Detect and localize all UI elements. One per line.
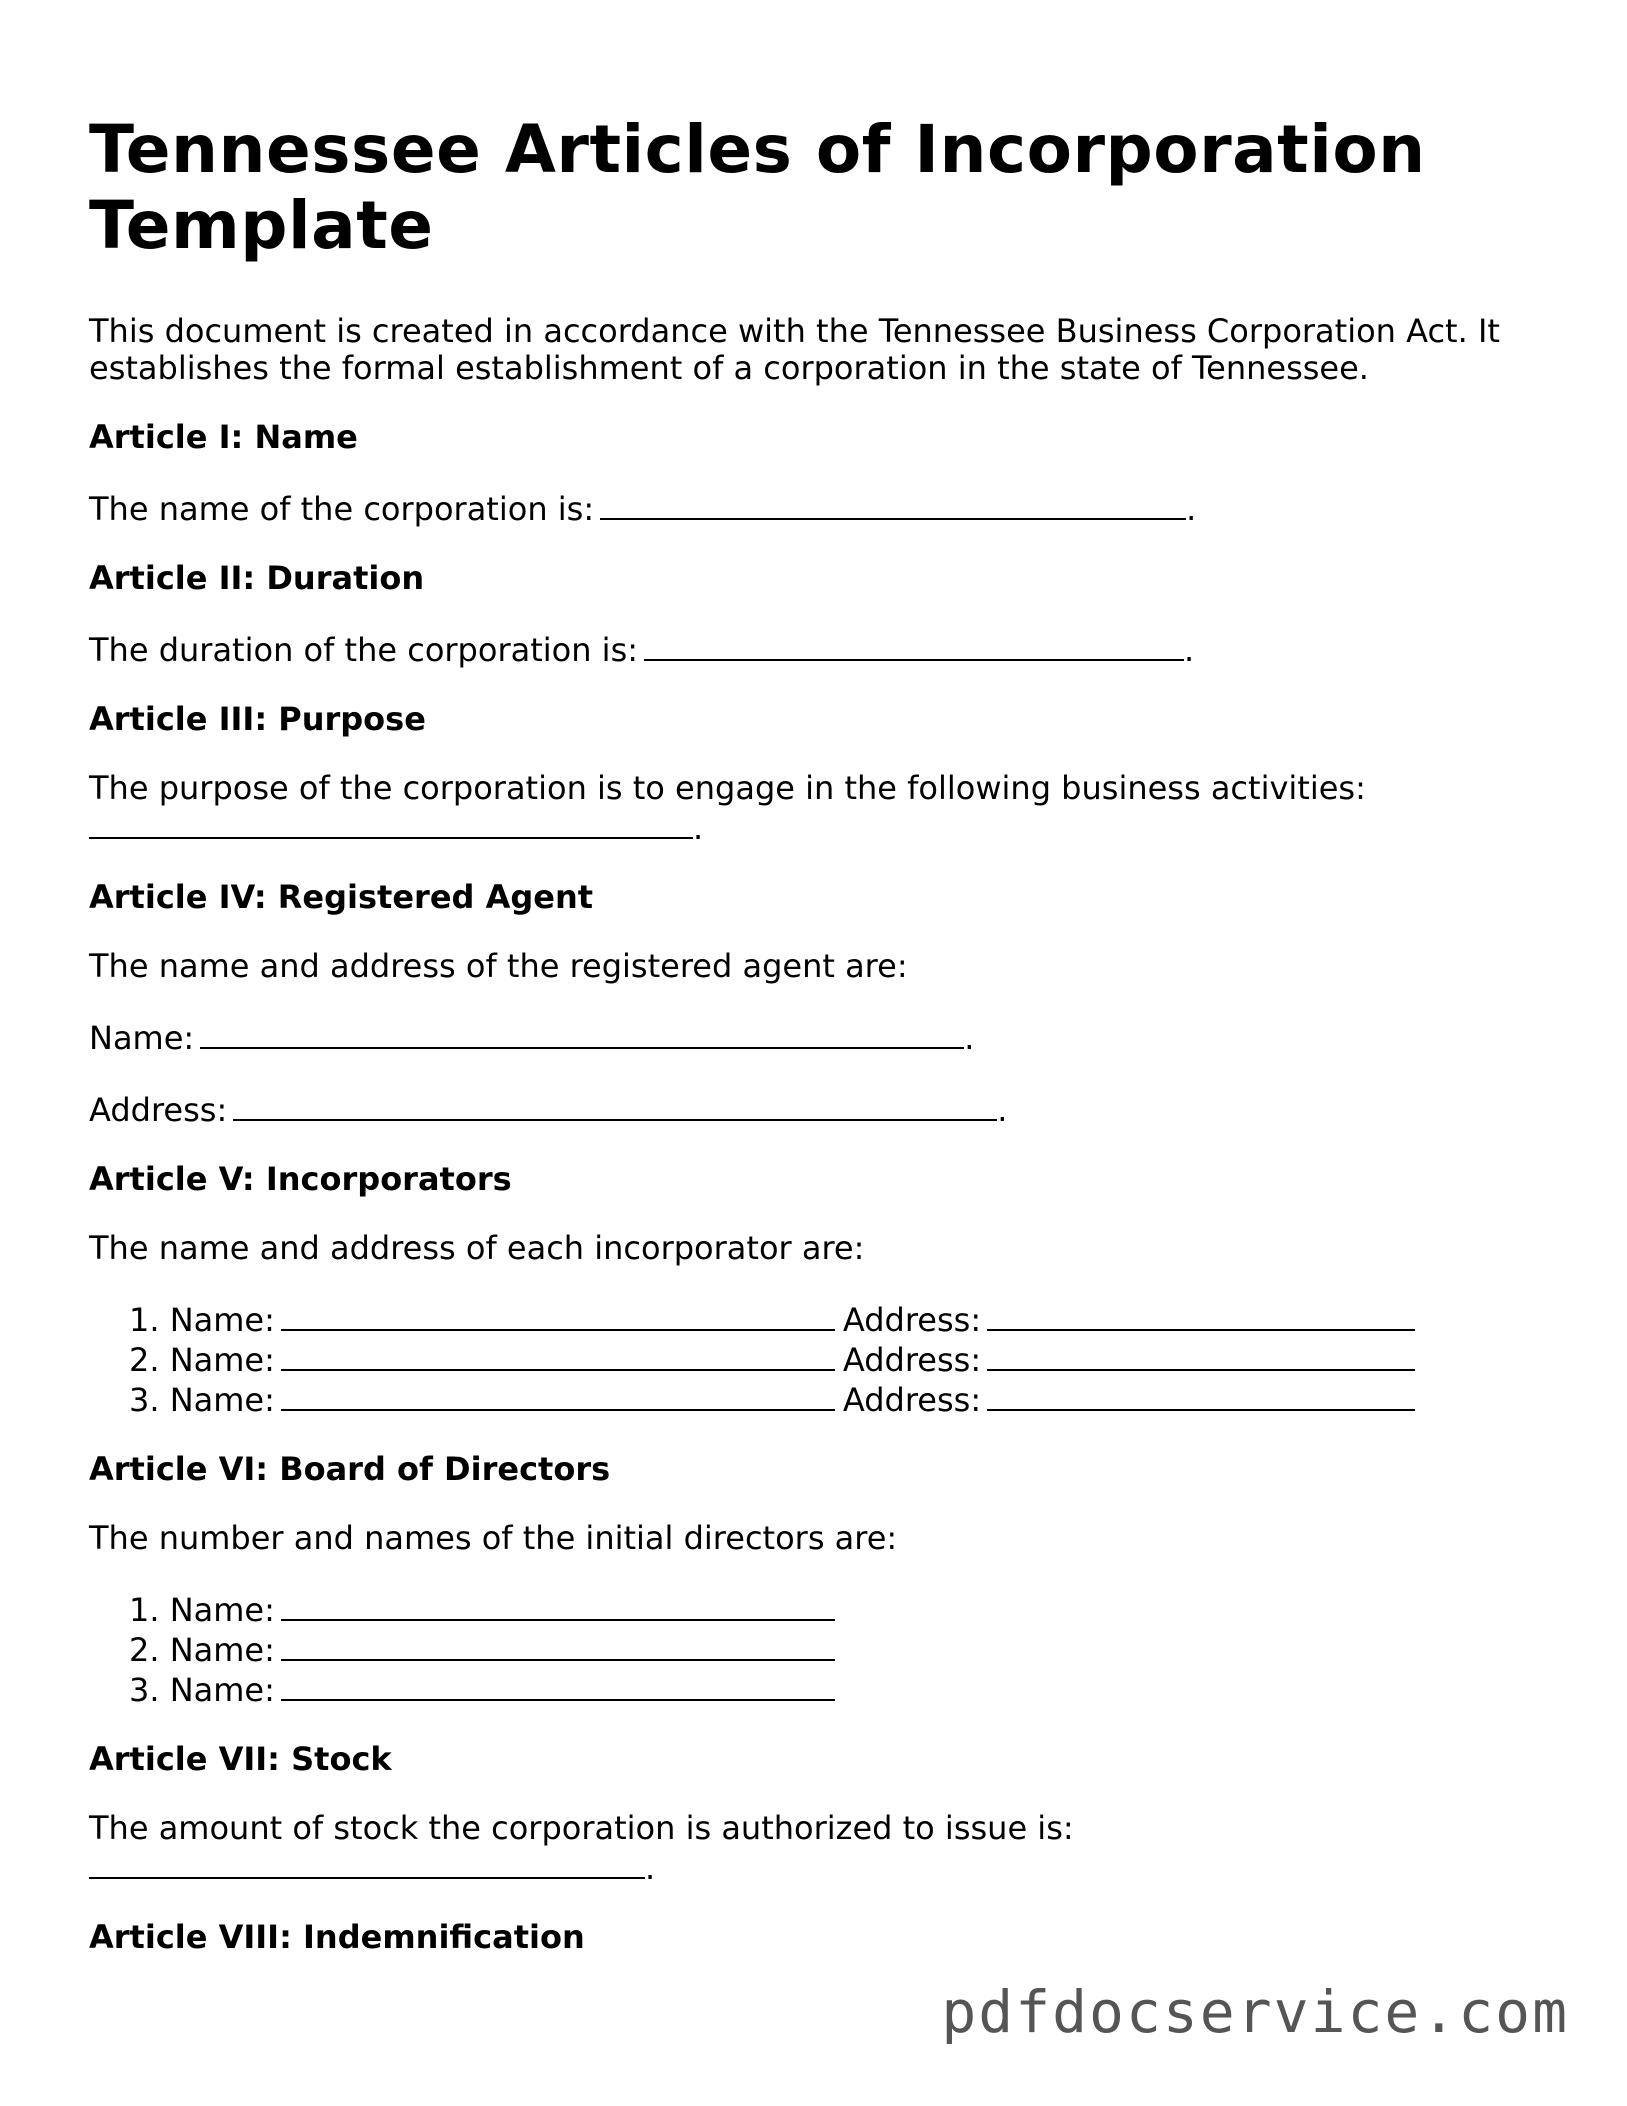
article-6-heading: Article VI: Board of Directors [89, 1450, 611, 1488]
incorporator-1-name-field[interactable] [281, 1299, 835, 1331]
list-item: 3. Name: [89, 1669, 1549, 1709]
article-1-heading: Article I: Name [89, 418, 358, 456]
purpose-field[interactable] [89, 807, 693, 839]
article-2-text: The duration of the corporation is: . [89, 631, 1195, 669]
list-item: 1. Name: [89, 1589, 1549, 1629]
stock-amount-field[interactable] [89, 1847, 645, 1879]
article-5-text: The name and address of each incorporator are: [89, 1229, 865, 1267]
watermark-text: pdfdocservice.com [941, 1978, 1569, 2046]
document-page [89, 112, 1549, 1988]
corporation-name-field[interactable] [600, 488, 1186, 520]
article-6-text: The number and names of the initial directors are: [89, 1519, 898, 1557]
document-title: Tennessee Articles of Incorporation Template [89, 111, 1426, 264]
article-5-heading: Article V: Incorporators [89, 1160, 512, 1198]
list-item: 2. Name: [89, 1629, 1549, 1669]
article-4-heading: Article IV: Registered Agent [89, 878, 594, 916]
article-3-text: The purpose of the corporation is to engage in the following business activities: [89, 769, 1366, 807]
article-4-text: The name and address of the registered agent are: [89, 947, 908, 985]
incorporator-2-address-field[interactable] [987, 1339, 1415, 1371]
article-7-text: The amount of stock the corporation is authorized to issue is: [89, 1809, 1074, 1847]
intro-paragraph: This document is created in accordance with the Tennessee Business Corporation Act. It establishes the formal establishment of a corporation in the state of Tennessee. [89, 312, 1500, 387]
incorporators-list [89, 1299, 1549, 1419]
article-2-heading: Article II: Duration [89, 559, 425, 597]
incorporator-1-address-field[interactable] [987, 1299, 1415, 1331]
article-7-heading: Article VII: Stock [89, 1740, 392, 1778]
list-item: 1. Name: Address: [89, 1299, 1549, 1339]
article-3-blank-line: . [89, 807, 1549, 847]
article-1-text: The name of the corporation is: . [89, 490, 1197, 528]
director-2-name-field[interactable] [281, 1629, 835, 1661]
agent-address-field[interactable] [233, 1089, 997, 1121]
directors-list [89, 1589, 1549, 1709]
article-8-heading: Article VIII: Indemnification [89, 1918, 585, 1956]
agent-name-field[interactable] [200, 1017, 964, 1049]
incorporator-3-name-field[interactable] [281, 1379, 835, 1411]
list-item: 3. Name: Address: [89, 1379, 1549, 1419]
director-1-name-field[interactable] [281, 1589, 835, 1621]
article-7-blank-line: . [89, 1847, 1549, 1887]
director-3-name-field[interactable] [281, 1669, 835, 1701]
incorporator-3-address-field[interactable] [987, 1379, 1415, 1411]
agent-name-line: Name: . [89, 1019, 975, 1057]
list-item: 2. Name: Address: [89, 1339, 1549, 1379]
article-3-heading: Article III: Purpose [89, 700, 426, 738]
duration-field[interactable] [644, 629, 1184, 661]
agent-address-line: Address: . [89, 1091, 1008, 1129]
incorporator-2-name-field[interactable] [281, 1339, 835, 1371]
